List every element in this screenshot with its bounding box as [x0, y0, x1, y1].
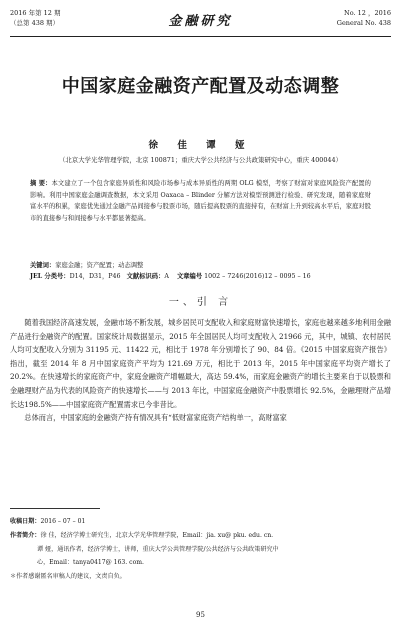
header-rule	[10, 36, 391, 37]
paragraph: 总体而言，中国家庭的金融资产持有情况具有“低财富家庭资产结构单一，高财富家	[24, 413, 287, 423]
issue-year: 2016 年第 12 期	[10, 9, 61, 17]
author-affiliation: （北京大学光华管理学院，北京 100871；重庆大学公共经济与公共政策研究中心，重庆 400044）	[59, 156, 342, 164]
paragraph: 随着我国经济高速发展，金融市场不断发展，城乡居民可支配收入和家庭财富快速增长，家庭也越来越多地利用金融产品进行金融资产的配置。国家统计局数据显示，2015 年全国居民人均可支配收入 21966 元，其中，城镇、农村居民人均可支配收入分别为 31195 元、11422 元，相比于 1978 年分别增长了 90、84 倍。《2015 中国家庭资产报告》指出，截至 2014 年 8 月中国家庭资产平均为 121.69 万元，相比于 2013 年，2015 年中国家庭平均资产增长了 20.2%。在快速增长的家庭资产中，家庭金融资产增幅最大，高达 59.4%，而家庭金融资产的增长主要来自于以股票和金融理财产品为代表的风险资产的快速增长——与 2013 年比，中国家庭金融资产中股票增长 92.5%，金融理财产品增长达198.5%——中国家庭资产配置需求已今非昔比。	[10, 318, 391, 409]
keywords-line	[30, 260, 371, 271]
received-value: 2016 – 07 – 01	[40, 518, 86, 525]
abstract	[30, 178, 371, 224]
issue-info-right	[337, 8, 391, 28]
article-id-label: 文章编号	[176, 273, 203, 280]
body-text	[10, 316, 391, 425]
jel-codes: D14，D31，P46	[69, 273, 121, 280]
issue-total: （总第 438 期）	[10, 19, 60, 27]
author-info-1	[10, 529, 391, 543]
footnote-rule	[10, 508, 100, 509]
footnote	[10, 515, 391, 584]
article-id: 1002 – 7246(2016)12 – 0095 – 16	[204, 273, 311, 280]
author-info-2-cont: 心，Email：tanya0417@ 163. com.	[37, 559, 144, 567]
paper-title: 中国家庭金融资产配置及动态调整	[61, 76, 340, 97]
author-info-label: 作者简介：	[10, 531, 41, 539]
abstract-text: 本文建立了一个包含家庭异质性和风险市场参与成本异质性的两期 OLG 模型，考察了财富对家庭风险资产配置的影响。利用中国家庭金融调查数据，本文采用 Oaxaca – Blinder 分解方法对模型预测进行检验、研究发现，随着家庭财富水平的积累，家庭优先通过金融产品间接参与股票市场，随后提高股票的直接持有，在财富上升到较高水平后，家庭对股市的直接参与和间接参与水平都显著提高。	[30, 180, 371, 222]
classification-line	[30, 271, 371, 282]
keywords-block	[30, 260, 371, 282]
running-header	[10, 8, 391, 36]
acknowledgement: ＊作者感谢匿名审稿人的建议，文责自负。	[10, 573, 126, 581]
keywords-label: 关键词：	[30, 262, 56, 269]
keywords-text: 家庭金融；资产配置；动态调整	[55, 262, 144, 269]
paper-authors: 徐 佳 谭 娅	[148, 140, 253, 151]
author-info-2: 谭 娅，通讯作者，经济学博士，讲师，重庆大学公共管理学院/公共经济与公共政策研究中	[37, 545, 279, 553]
section-heading: 一、引 言	[168, 297, 233, 308]
received-date	[10, 515, 391, 529]
issue-number: No. 12 ，2016	[344, 9, 391, 17]
clc-code: A	[164, 273, 169, 280]
general-number: General No. 438	[336, 19, 391, 27]
author1-info: 徐 佳，经济学博士研究生，北京大学光华管理学院，Email：jia. xu@ pku. edu. cn.	[40, 531, 274, 539]
abstract-label: 摘 要：	[30, 180, 52, 187]
page-number: 95	[196, 611, 205, 619]
jel-label: JEL 分类号：	[30, 273, 70, 280]
received-label: 收稿日期：	[10, 518, 41, 525]
journal-name: 金融研究	[168, 14, 233, 29]
clc-label: 文献标识码：	[126, 273, 165, 280]
